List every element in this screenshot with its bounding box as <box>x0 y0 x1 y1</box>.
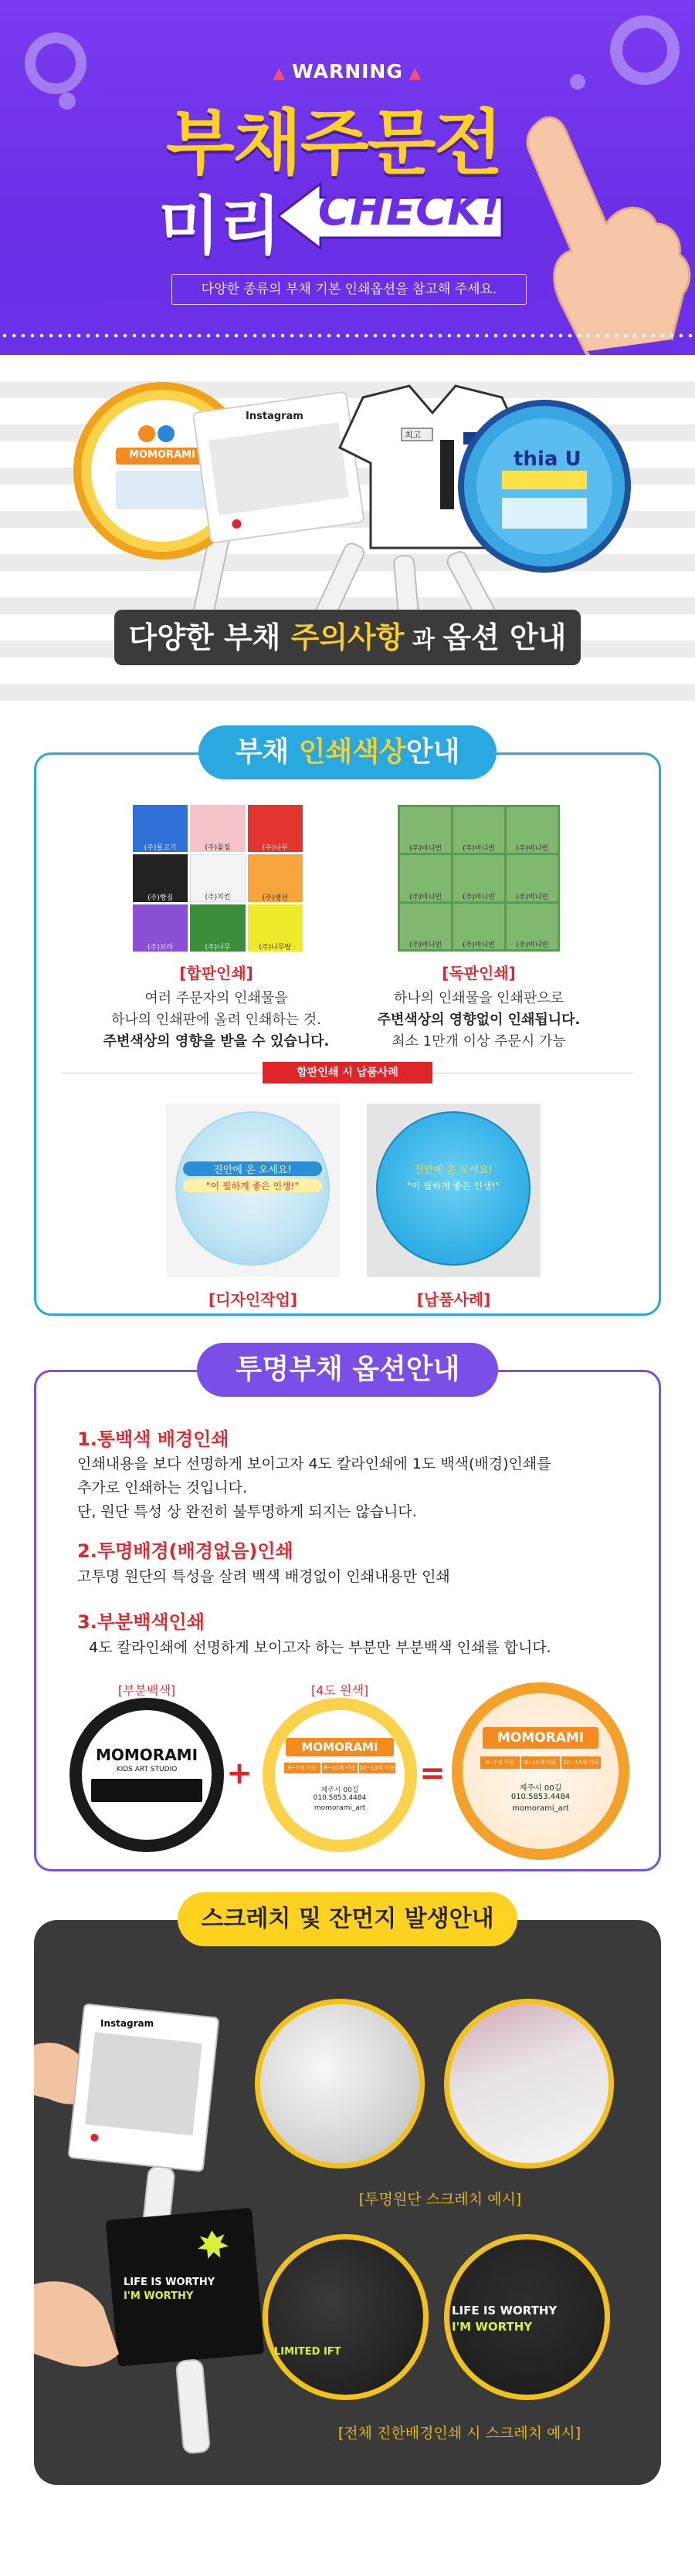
color-layer-brand: MOMORAMI <box>286 1738 394 1756</box>
scratch-instagram-label: Instagram <box>100 2018 154 2029</box>
result-brand: MOMORAMI <box>483 1727 598 1749</box>
color-layer-insta: momorami_art <box>314 1804 366 1812</box>
delivery-sample-line1: 진안에 온 오세요! <box>414 1165 493 1176</box>
result-address: 제주시 00길 <box>519 1784 562 1793</box>
grid-cell: (주)나무 <box>248 805 303 852</box>
scratch-pill: 스크레치 및 잔먼지 발생안내 <box>178 1892 517 1946</box>
black-fan-text1: LIFE IS WORTHY <box>124 2277 215 2288</box>
design-sample-line2: "이 필하게 좋은 인생!" <box>183 1179 322 1192</box>
grid-cell: (주)미니빈 <box>507 904 558 949</box>
gang-print-desc: 여러 주문자의 인쇄물을 하나의 인쇄판에 올려 인쇄하는 것. 주변색상의 영향을 받을 수 있습니다. <box>103 990 330 1050</box>
solo-print-desc: 하나의 인쇄물을 인쇄판으로 주변색상의 영향없이 인쇄됩니다. 최소 1만개 이상 주문시 가능 <box>377 990 581 1050</box>
result-insta: momorami_art <box>512 1804 569 1813</box>
fan-products-illustration <box>0 355 695 725</box>
scratch-lens-1 <box>255 1999 425 2169</box>
color-layer-address: 제주시 00길 <box>320 1787 359 1794</box>
plus-sign: + <box>226 1756 253 1791</box>
hero-title-line2: 미리 <box>158 190 281 263</box>
lens4-text1: LIFE IS WORTHY <box>452 2304 558 2317</box>
grid-cell: (주)미니빈 <box>453 904 504 949</box>
design-caption: [디자인작업] <box>208 1290 297 1309</box>
option1-desc: 인쇄내용을 보다 선명하게 보이고자 4도 칼라인쇄에 1도 백색(배경)인쇄를 추가로 인쇄하는 것입니다. 단, 원단 특성 상 완전히 불투명하게 되지는 않습니다. <box>77 1455 551 1520</box>
color-layer-fan <box>263 1698 417 1852</box>
delivery-caption: [납품사례] <box>416 1290 491 1309</box>
grid-cell: (주)나무 <box>190 904 245 952</box>
badge-label: 최고 <box>405 430 422 440</box>
lens4-text2: I'M WORTHY <box>452 2320 533 2334</box>
design-sample-line1: 진안에 온 오세요! <box>183 1161 322 1176</box>
clear-fan-pill: 투명부채 옵션안내 <box>197 1343 498 1397</box>
hero-banner <box>0 0 695 355</box>
scratch-products-illustration <box>34 1991 281 2470</box>
grid-cell: (주)미니빈 <box>400 807 451 853</box>
scratch-lens-3 <box>263 2234 429 2400</box>
solo-print-grid <box>398 805 560 952</box>
siren-icon: ▲ <box>273 63 286 82</box>
black-fan-text2: I'M WORTHY <box>124 2290 194 2302</box>
hero-subtitle: 다양한 종류의 부채 기본 인쇄옵션을 참고해 주세요. <box>171 274 527 305</box>
warning-label: ▲ WARNING ▲ <box>273 60 422 83</box>
scratch-caption-1: [투명원단 스크레치 예시] <box>358 2191 522 2208</box>
blue-fan-label: thia U <box>514 448 581 471</box>
gang-print-tag: [합판인쇄] <box>179 964 253 982</box>
option1-title: 1.통백색 배경인쇄 <box>77 1428 229 1450</box>
grid-cell: (주)꽃집 <box>190 805 245 852</box>
scratch-lens-2 <box>444 1999 614 2169</box>
white-layer-fan <box>70 1698 224 1852</box>
solo-print-tag: [독판인쇄] <box>442 964 516 982</box>
dotted-divider <box>0 333 695 338</box>
grid-cell: (주)미니빈 <box>400 855 451 901</box>
grid-cell: (주)생선 <box>248 854 303 901</box>
lens3-text: LIMITED IFT <box>274 2346 341 2358</box>
pointing-hand-icon <box>514 108 691 355</box>
gang-print-grid <box>133 805 303 952</box>
white-layer-brand: MOMORAMI <box>95 1746 198 1764</box>
color-layer-phone: 010.5853.4484 <box>313 1794 367 1802</box>
option3-title: 3.부분백색인쇄 <box>77 1611 205 1633</box>
instagram-label: Instagram <box>246 411 303 422</box>
grid-cell: (주)나무랑 <box>248 904 303 952</box>
white-layer-bars <box>91 1779 202 1802</box>
result-rows: 6~7세 아동 8~10세 아동 10~13세 아동 <box>480 1756 601 1769</box>
brand-label: MOMORAMI <box>129 449 195 461</box>
grid-cell: (주)빵집 <box>133 854 188 901</box>
label-color-layer: [4도 원색] <box>310 1683 369 1698</box>
grid-cell: (주)미니빈 <box>507 855 558 901</box>
grid-cell: (주)물고기 <box>133 805 188 852</box>
product-showcase <box>0 355 695 725</box>
white-layer-brand-sub: KIDS ART STUDIO <box>116 1766 178 1773</box>
print-color-pill: 부채 인쇄색상안내 <box>198 725 497 779</box>
check-label: CHECK! <box>317 185 501 235</box>
scratch-caption-2: [전체 진한배경인쇄 시 스크레치 예시] <box>337 2425 581 2442</box>
grid-cell: (주)미니빈 <box>507 807 558 853</box>
case-label: 합판인쇄 시 납품사례 <box>263 1062 432 1083</box>
equals-sign: = <box>419 1756 446 1791</box>
grid-cell: (주)치킨 <box>190 854 245 901</box>
option2-desc: 고투명 원단의 특성을 살려 백색 배경없이 인쇄내용만 인쇄 <box>77 1568 450 1585</box>
result-phone: 010.5853.4484 <box>510 1793 571 1801</box>
delivery-sample-line2: "이 필하게 좋은 인생!" <box>406 1181 500 1192</box>
result-fan <box>452 1682 629 1860</box>
grid-cell: (주)미니빈 <box>400 904 451 949</box>
siren-icon: ▲ <box>409 63 422 82</box>
hero-title-line1: 부채주문전 <box>166 102 502 184</box>
grid-cell: (주)보라 <box>133 904 188 952</box>
decor-ring <box>59 93 76 110</box>
option2-title: 2.투명배경(배경없음)인쇄 <box>77 1540 293 1562</box>
intro-title: 다양한 부채 주의사항 과 옵션 안내 <box>114 610 581 665</box>
grid-cell: (주)미니빈 <box>453 807 504 853</box>
grid-cell: (주)미니빈 <box>453 855 504 901</box>
color-layer-rows: 6~7세 아동 8~10세 아동 10~13세 아동 <box>284 1763 395 1773</box>
label-white-layer: [부분백색] <box>117 1683 176 1698</box>
option3-desc: 4도 칼라인쇄에 선명하게 보이고자 하는 부분만 부분백색 인쇄를 합니다. <box>89 1639 551 1656</box>
